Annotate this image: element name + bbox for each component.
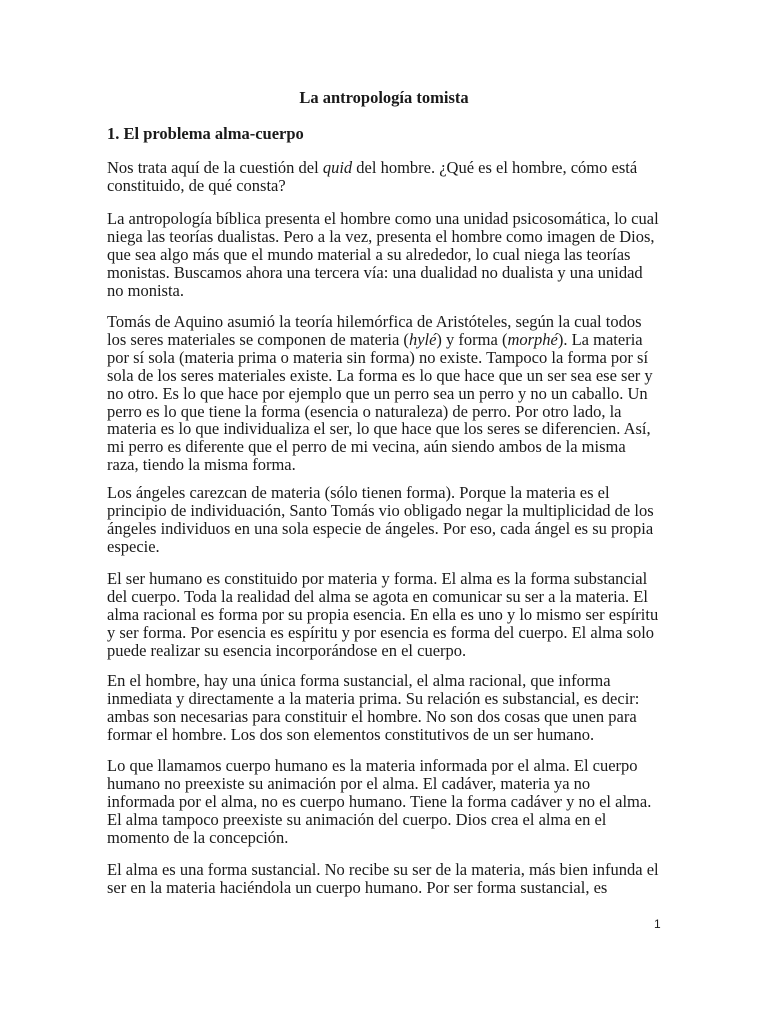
text-line: formar el hombre. Los dos son elementos constitutivos de un ser humano. — [107, 724, 595, 744]
text-line: Nos trata aquí de la cuestión del quid del hombre. ¿Qué es el hombre, cómo está — [107, 158, 638, 177]
text-line: El alma tampoco preexiste su animación del cuerpo. Dios crea el alma en el — [107, 809, 607, 829]
text-line: El alma es una forma sustancial. No recibe su ser de la materia, más bien infunda el — [107, 860, 659, 879]
text-line: puede realizar su esencia incorporándose en el cuerpo. — [107, 640, 467, 660]
text-line: La antropología bíblica presenta el hombre como una unidad psicosomática, lo cual — [107, 209, 659, 228]
paragraph-hylomorphism — [107, 313, 667, 474]
paragraph-soul-form — [107, 861, 667, 897]
text-line: raza, tiendo la misma forma. — [107, 455, 296, 475]
italic-term: hylé — [408, 329, 437, 349]
text-line: mi perro es diferente que el perro de mi vecina, aún siendo ambos de la misma — [107, 437, 626, 457]
text-line: momento de la concepción. — [107, 827, 289, 847]
paragraph-angels — [107, 484, 667, 556]
text-line: alma racional es forma por su propia esencia. En ella es uno y lo mismo ser espíritu — [107, 604, 659, 624]
text-line: por sí sola (materia prima o materia sin forma) no existe. Tampoco la forma por sí — [107, 347, 649, 367]
paragraph-quid — [107, 159, 667, 195]
text-line: Los ángeles carezcan de materia (sólo tienen forma). Porque la materia es el — [107, 483, 610, 502]
text-line: monistas. Buscamos ahora una tercera vía: una dualidad no dualista y una unidad — [107, 262, 643, 282]
text-line: perro es lo que tiene la forma (esencia o naturaleza) de perro. Por otro lado, la — [107, 401, 622, 421]
text-line: inmediata y directamente a la materia prima. Su relación es substancial, es decir: — [107, 688, 640, 708]
text-line: principio de individuación, Santo Tomás vio obligado negar la multiplicidad de los — [107, 500, 654, 520]
paragraph-substantial-form — [107, 672, 667, 744]
paragraph-human-being — [107, 570, 667, 660]
text-line: ser en la materia haciéndola un cuerpo humano. Por ser forma sustancial, es — [107, 877, 608, 897]
text-line: no monista. — [107, 280, 184, 300]
text-line: y ser forma. Por esencia es espíritu y por esencia es forma del cuerpo. El alma solo — [107, 622, 655, 642]
text-line: Tomás de Aquino asumió la teoría hilemórfica de Aristóteles, según la cual todos — [107, 312, 642, 331]
text-line: En el hombre, hay una única forma sustancial, el alma racional, que informa — [107, 671, 611, 690]
text-line: Lo que llamamos cuerpo humano es la materia informada por el alma. El cuerpo — [107, 756, 638, 775]
text-line: ángeles individuos en una sola especie de ángeles. Por eso, cada ángel es su propia — [107, 518, 654, 538]
text-line: El ser humano es constituido por materia y forma. El alma es la forma substancial — [107, 569, 648, 588]
text-line: sola de los seres materiales existe. La forma es lo que hace que un ser sea ese ser y — [107, 365, 653, 385]
section-heading: 1. El problema alma-cuerpo — [107, 124, 304, 143]
page-number: 1 — [654, 917, 661, 931]
italic-term: morphé — [507, 329, 558, 349]
text-line: informada por el alma, no es cuerpo humano. Tiene la forma cadáver y no el alma. — [107, 791, 652, 811]
document-title: La antropología tomista — [299, 88, 469, 107]
text-line: que sea algo más que el mundo material a su alrededor, lo cual niega las teorías — [107, 244, 631, 264]
text-line: materia es lo que individualiza el ser, lo que hace que los seres se diferencien. Así, — [107, 419, 651, 439]
text-line: constituido, de qué consta? — [107, 175, 286, 195]
paragraph-human-body — [107, 757, 667, 847]
text-line: no otro. Es lo que hace por ejemplo que un perro sea un perro y no un caballo. Un — [107, 383, 648, 403]
text-line: humano no preexiste su animación por el alma. El cadáver, materia ya no — [107, 773, 591, 793]
text-line: niega las teorías dualistas. Pero a la vez, presenta el hombre como imagen de Dios, — [107, 226, 655, 246]
text-line: del cuerpo. Toda la realidad del alma se agota en comunicar su ser a la materia. El — [107, 586, 648, 606]
text-line: los seres materiales se componen de materia (hylé) y forma (morphé). La materia — [107, 329, 643, 349]
paragraph-biblical-anthropology — [107, 210, 667, 300]
text-line: especie. — [107, 536, 160, 556]
text-line: ambas son necesarias para constituir el hombre. No son dos cosas que unen para — [107, 706, 637, 726]
italic-term: quid — [322, 158, 353, 177]
